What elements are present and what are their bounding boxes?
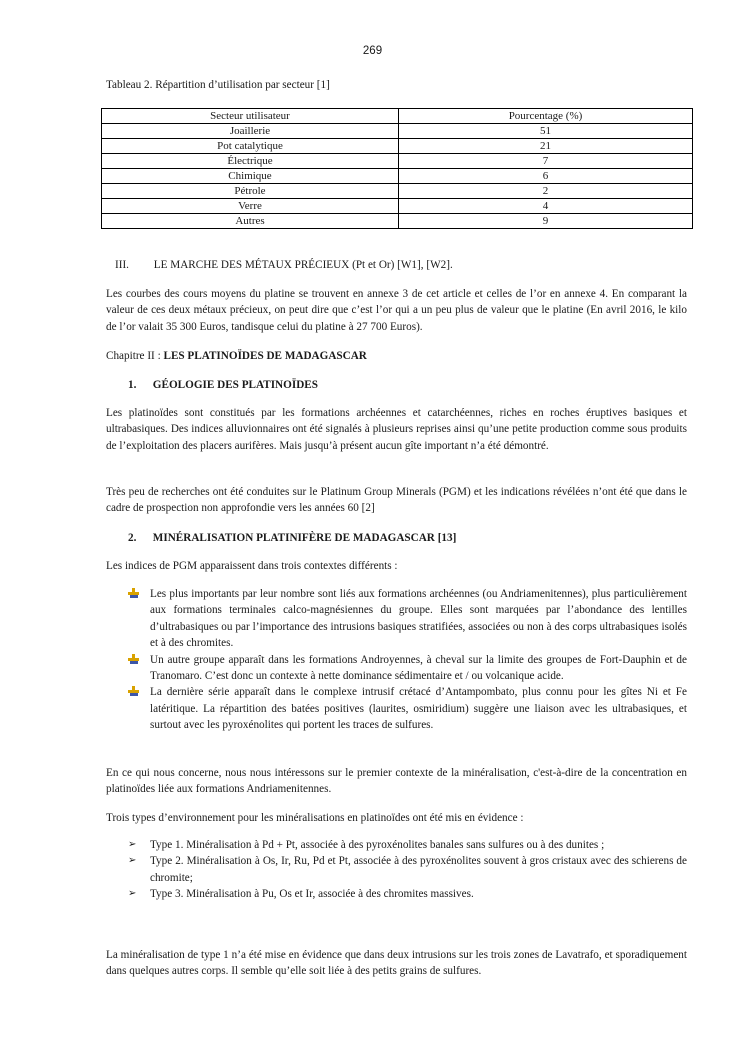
section-heading (115, 259, 453, 271)
list-item (128, 853, 687, 886)
list-item-text: Un autre groupe apparaît dans les formations Androyennes, à cheval sur la limite des groupes de Fort-Dauphin et de Tranomaro. C’est donc un contexte à nette dominance sédimentaire et / ou volcanique acide. (150, 653, 687, 683)
table-caption: Tableau 2. Répartition d’utilisation par secteur [1] (106, 79, 330, 91)
table-row (102, 214, 693, 229)
arrow-bullet-icon: ➢ (128, 839, 137, 850)
table-cell: Joaillerie (102, 124, 399, 139)
types-list (128, 837, 687, 903)
table-cell: Électrique (102, 154, 399, 169)
table-header-cell: Pourcentage (%) (399, 109, 693, 124)
subheading-title: MINÉRALISATION PLATINIFÈRE DE MADAGASCAR [13] (152, 532, 457, 544)
list-item-text: Type 3. Minéralisation à Pu, Os et Ir, associée à des chromites massives. (150, 888, 474, 901)
bullet-icon (128, 654, 140, 670)
list-item-text: Type 1. Minéralisation à Pd + Pt, associée à des pyroxénolites banales sans sulfures ou à des dunites ; (150, 839, 605, 851)
table-cell: Pot catalytique (102, 139, 399, 154)
arrow-bullet-icon: ➢ (128, 888, 137, 900)
paragraph-geology-2: Très peu de recherches ont été conduites sur le Platinum Group Minerals (PGM) et les indications révélées n’ont été que dans le cadre de prospection non approfondie vers les années 60 [2] (106, 486, 687, 515)
table-cell: 21 (399, 139, 693, 154)
table-cell: Pétrole (102, 184, 399, 199)
table-cell: 7 (399, 154, 693, 169)
table-row (102, 184, 693, 199)
table-cell: Autres (102, 214, 399, 229)
bullet-icon (128, 686, 140, 702)
list-item-text: Type 2. Minéralisation à Os, Ir, Ru, Pd et Pt, associée à des pyroxénolites souvent à gros cristaux avec des schierens de chromite; (150, 855, 687, 884)
subheading-number: 1. (128, 379, 137, 391)
table-cell: 4 (399, 199, 693, 214)
paragraph-geology-1: Les platinoïdes sont constitués par les formations archéennes et catarchéennes, riches en roches éruptives basiques et ultrabasiques. Des indices alluvionnaires ont été signalés à plusieurs reprises ainsi qu’une petite production comme sous produits de l’exploitation des placers aurifères. Mais jusqu’à présent aucun gîte important n’a été démontré. (106, 407, 687, 452)
table-cell: Verre (102, 199, 399, 214)
list-item (128, 586, 687, 652)
section-number: III. (115, 259, 129, 271)
paragraph-final: La minéralisation de type 1 n’a été mise en évidence que dans deux intrusions sur les trois zones de Lavatrafo, et sporadiquement dans quelques autres corps. Il semble qu’elle soit liée à des petits grains de sulfures. (106, 949, 687, 978)
subheading-number: 2. (128, 532, 137, 544)
table-row (102, 124, 693, 139)
chapter-prefix: Chapitre II : (106, 350, 164, 362)
paragraph-contexts-intro: Les indices de PGM apparaissent dans trois contextes différents : (106, 560, 398, 572)
list-item (128, 837, 687, 853)
subheading-mineralisation (128, 532, 456, 544)
table-header-row (102, 109, 693, 124)
table-row (102, 139, 693, 154)
table-cell: 6 (399, 169, 693, 184)
subheading-geology (128, 379, 318, 391)
list-item (128, 684, 687, 733)
table-cell: 9 (399, 214, 693, 229)
paragraph-market: Les courbes des cours moyens du platine se trouvent en annexe 3 de cet article et celles de l’or en annexe 4. En comparant la valeur de ces deux métaux précieux, on peut dire que c’est l’or qui a un peu plus de valeur que le platine (En avril 2016, le kilo de l’or valait 35 300 Euros, tandisque celui du platine à 27 700 Euros). (106, 288, 687, 333)
page-number: 269 (362, 45, 383, 57)
chapter-heading (106, 350, 367, 362)
subheading-title: GÉOLOGIE DES PLATINOÏDES (152, 379, 318, 391)
bullet-icon (128, 588, 140, 604)
chapter-title: LES PLATINOÏDES DE MADAGASCAR (163, 350, 367, 362)
table-cell: Chimique (102, 169, 399, 184)
table-row (102, 199, 693, 214)
section-title: LE MARCHE DES MÉTAUX PRÉCIEUX (Pt et Or) [W1], [W2]. (153, 259, 453, 271)
table-header-cell: Secteur utilisateur (102, 109, 399, 124)
table-row (102, 154, 693, 169)
list-item (128, 652, 687, 685)
table-cell: 51 (399, 124, 693, 139)
contexts-list (128, 586, 687, 734)
usage-table (101, 108, 693, 229)
list-item-text: La dernière série apparaît dans le complexe intrusif crétacé d’Antampombato, plus connu pour les gîtes Ni et Fe latéritique. La répartition des batées positives (laurites, osmiridium) suggère une liaison avec les ultrabasiques, et surtout avec les pyroxénolites qui portent les traces de sulfures. (150, 686, 687, 732)
table-row (102, 169, 693, 184)
paragraph-concern: En ce qui nous concerne, nous nous intéressons sur le premier contexte de la minéralisation, c'est-à-dire de la concentration en platinoïdes liée aux formations Andriamenitennes. (106, 767, 687, 796)
arrow-bullet-icon: ➢ (128, 855, 137, 867)
list-item (128, 886, 687, 902)
list-item-text: Les plus importants par leur nombre sont liés aux formations archéennes (ou Andriamenitennes), plus particulièrement aux formations terminales calco-magnésiennes du groupe. Elles sont marquées par l’abondance des lentilles d’ultrabasiques ou par l’importance des intrusions basiques stratifiées, associées ou non à des corps ultrabasiques isolés et à des chromites. (150, 588, 687, 650)
table-cell: 2 (399, 184, 693, 199)
paragraph-types-intro: Trois types d’environnement pour les minéralisations en platinoïdes ont été mis en évidence : (106, 812, 524, 824)
